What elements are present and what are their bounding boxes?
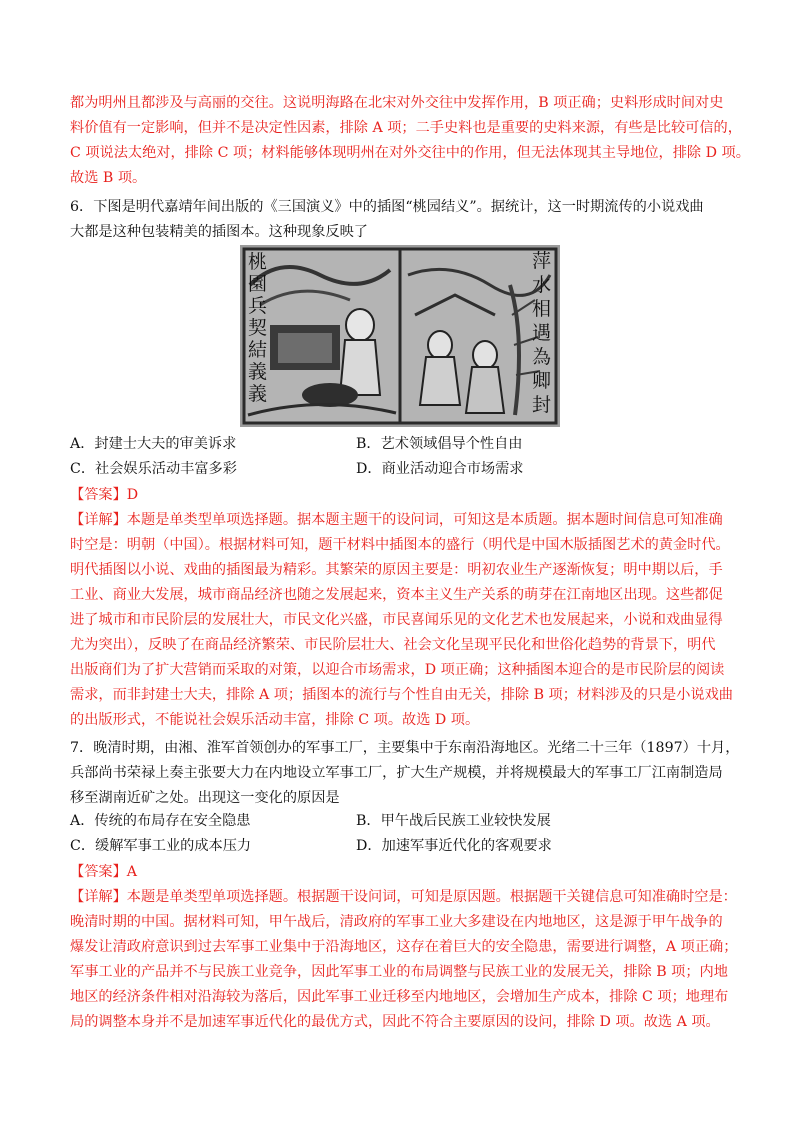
q6-detail-line: 进了城市和市民阶层的发展壮大，市民文化兴盛，市民喜闻乐见的文化艺术也发展起来，小说和戏曲显得 [70, 612, 723, 628]
q5-explanation-line-3: C 项说法太绝对，排除 C 项；材料能够体现明州在对外交往中的作用，但无法体现其主导地位，排除 D 项。 [70, 145, 750, 161]
q6-detail-label: 【详解】 [70, 512, 127, 528]
q6-stem-line-1: 6．下图是明代嘉靖年间出版的《三国演义》中的插图“桃园结义”。据统计，这一时期流传的小说戏曲 [70, 199, 704, 215]
q6-detail-line: 出版商们为了扩大营销而采取的对策，以迎合市场需求，D 项正确；这种插图本迎合的是市民阶层的阅读 [70, 662, 725, 678]
q5-explanation-line-4: 故选 B 项。 [70, 170, 147, 186]
q6-detail-line: 工业、商业大发展，城市商品经济也随之发展起来，资本主义生产关系的萌芽在江南地区出现。这些都促 [70, 587, 723, 603]
q7-detail-line: 军事工业的产品并不与民族工业竞争，因此军事工业的布局调整与民族工业的发展无关，排除 B 项；内地 [70, 964, 728, 980]
q6-detail-line: 时空是：明朝（中国）。根据材料可知，题干材料中插图本的盛行（明代是中国木版插图艺术的黄金时代。 [70, 537, 730, 553]
q6-option-c: C．社会娱乐活动丰富多彩 [70, 461, 237, 477]
q6-detail-line: 本题是单类型单项选择题。据本题主题干的设问词，可知这是本质题。据本题时间信息可知准确 [126, 512, 723, 528]
q6-detail-line: 明代插图以小说、戏曲的插图最为精彩。其繁荣的原因主要是：明初农业生产逐渐恢复；明中期以后，手 [70, 562, 723, 578]
q5-explanation-line-1: 都为明州且都涉及与高丽的交往。这说明海路在北宋对外交往中发挥作用，B 项正确；史料形成时间对史 [70, 95, 724, 111]
illustration-caption-left: 桃園兵契結義義 [248, 251, 268, 405]
q6-answer: 【答案】D [70, 487, 139, 503]
q5-explanation-line-2: 料价值有一定影响，但并不是决定性因素，排除 A 项；二手史料也是重要的史料来源，有些是比较可信的， [70, 120, 742, 136]
q6-detail-line: 尤为突出），反映了在商品经济繁荣、市民阶层壮大、社会文化呈现平民化和世俗化趋势的背景下，明代 [70, 637, 716, 653]
q7-stem-line: 移至湖南近矿之处。出现这一变化的原因是 [70, 790, 340, 806]
q6-option-d: D．商业活动迎合市场需求 [356, 461, 524, 477]
q7-stem-line: 7．晚清时期，由湘、淮军首领创办的军事工厂，主要集中于东南沿海地区。光绪二十三年（1897）十月， [70, 740, 740, 756]
q7-detail-line: 本题是单类型单项选择题。根据题干设问词，可知是原因题。根据题干关键信息可知准确时空是： [126, 889, 737, 905]
illustration-caption-right: 萍水相遇為卿封 [532, 250, 552, 416]
q6-detail-line: 的出版形式，不能说社会娱乐活动丰富，排除 C 项。故选 D 项。 [70, 712, 480, 728]
q7-option-b: B．甲午战后民族工业较快发展 [356, 813, 551, 829]
q7-option-d: D．加速军事近代化的客观要求 [356, 838, 552, 854]
q7-option-a: A．传统的布局存在安全隐患 [70, 813, 251, 829]
q6-option-a: A．封建士大夫的审美诉求 [70, 436, 237, 452]
q7-detail-line: 地区的经济条件相对沿海较为落后，因此军事工业迁移至内地地区，会增加生产成本，排除 C 项；地理布 [70, 989, 729, 1005]
q7-detail-label: 【详解】 [70, 889, 127, 905]
q7-detail-line: 局的调整本身并不是加速军事近代化的最优方式，因此不符合主要原因的设问，排除 D 项。故选 A 项。 [70, 1014, 720, 1030]
q6-option-b: B．艺术领域倡导个性自由 [356, 436, 523, 452]
q7-detail-line: 爆发让清政府意识到过去军事工业集中于沿海地区，这存在着巨大的安全隐患，需要进行调整，A 项正确； [70, 939, 738, 955]
q7-option-c: C．缓解军事工业的成本压力 [70, 838, 252, 854]
peach-garden-oath-illustration [240, 245, 560, 427]
q6-detail-line: 需求，而非封建士大夫，排除 A 项；插图本的流行与个性自由无关，排除 B 项；材料涉及的只是小说戏曲 [70, 687, 733, 703]
q7-detail-line: 晚清时期的中国。据材料可知，甲午战后，清政府的军事工业大多建设在内地地区，这是源于甲午战争的 [70, 914, 723, 930]
q7-answer: 【答案】A [70, 864, 137, 880]
q7-stem-line: 兵部尚书荣禄上奏主张要大力在内地设立军事工厂，扩大生产规模，并将规模最大的军事工厂江南制造局 [70, 765, 723, 781]
q6-stem-line-2: 大都是这种包装精美的插图本。这种现象反映了 [70, 224, 368, 240]
